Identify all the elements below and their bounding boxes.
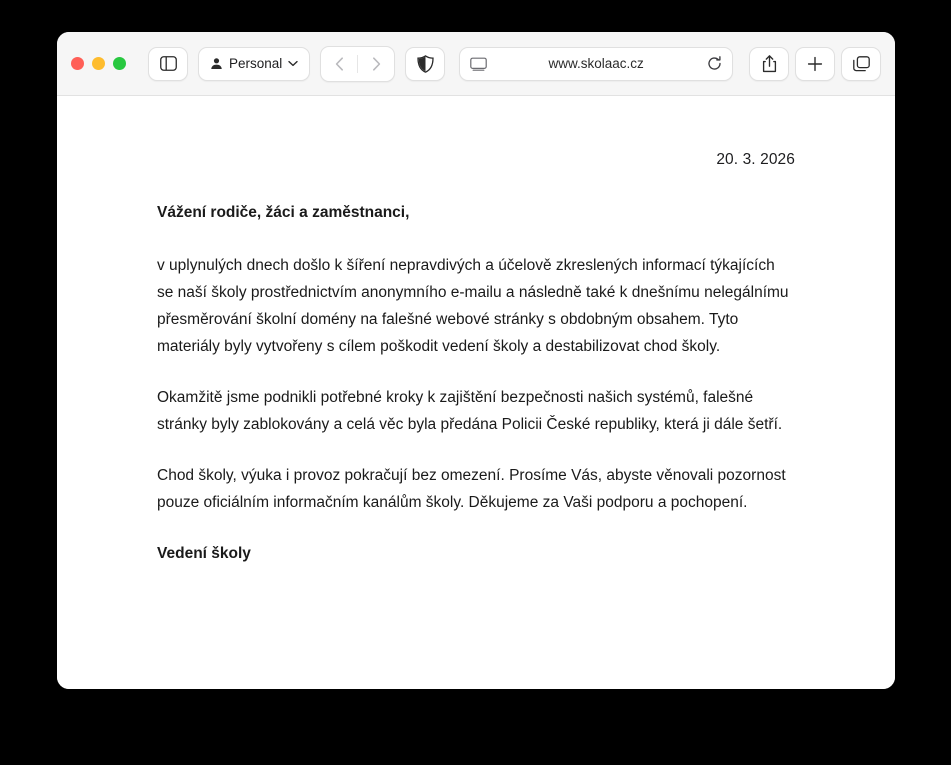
document-paragraph-2: Okamžitě jsme podnikli potřebné kroky k zajištění bezpečnosti našich systémů, falešné stránky byly zablokovány a celá věc byla předána Policii České republiky, která ji dále šetří. bbox=[157, 389, 783, 433]
url-text: www.skolaac.cz bbox=[548, 56, 644, 71]
chevron-down-icon bbox=[288, 60, 298, 67]
toolbar-right-tools bbox=[749, 47, 881, 81]
share-icon bbox=[762, 55, 777, 73]
document-date: 20. 3. 2026 bbox=[716, 151, 795, 168]
window-controls bbox=[71, 57, 126, 70]
forward-button[interactable] bbox=[358, 47, 394, 81]
document-body bbox=[157, 169, 795, 567]
minimize-window-button[interactable] bbox=[92, 57, 105, 70]
share-button[interactable] bbox=[749, 47, 789, 81]
chevron-left-icon bbox=[335, 57, 344, 71]
close-window-button[interactable] bbox=[71, 57, 84, 70]
address-bar[interactable] bbox=[459, 47, 733, 81]
webpage-content bbox=[57, 96, 895, 689]
chevron-right-icon bbox=[372, 57, 381, 71]
reload-button[interactable] bbox=[707, 56, 722, 71]
profile-button[interactable] bbox=[198, 47, 310, 81]
document-paragraph-1: v uplynulých dnech došlo k šíření nepravdivých a účelově zkreslených informací týkajících se naší školy prostřednictvím anonymního e-mailu a následně také k dnešnímu nelegálnímu přesměrování školní domény na falešné webové stránky s obdobným obsahem. Tyto materiály byly vytvořeny s cílem poškodit vedení školy a destabilizovat chod školy. bbox=[157, 257, 789, 355]
privacy-report-button[interactable] bbox=[405, 47, 445, 81]
navigation-buttons bbox=[320, 46, 395, 82]
tab-overview-icon bbox=[853, 56, 870, 72]
back-button[interactable] bbox=[321, 47, 357, 81]
document-salutation: Vážení rodiče, žáci a zaměstnanci, bbox=[157, 204, 410, 221]
browser-toolbar bbox=[57, 32, 895, 96]
new-tab-button[interactable] bbox=[795, 47, 835, 81]
tab-overview-button[interactable] bbox=[841, 47, 881, 81]
sidebar-toggle-button[interactable] bbox=[148, 47, 188, 81]
plus-icon bbox=[807, 56, 823, 72]
document-paragraph-3: Chod školy, výuka i provoz pokračují bez omezení. Prosíme Vás, abyste věnovali pozornost pouze oficiálním informačním kanálům školy. Děkujeme za Vaši podporu a pochopení. bbox=[157, 467, 786, 511]
browser-window bbox=[57, 32, 895, 689]
person-icon bbox=[210, 57, 223, 70]
document-signature: Vedení školy bbox=[157, 545, 251, 562]
maximize-window-button[interactable] bbox=[113, 57, 126, 70]
sidebar-icon bbox=[160, 56, 177, 71]
reader-view-icon[interactable] bbox=[470, 57, 487, 71]
profile-label: Personal bbox=[229, 56, 283, 71]
shield-contrast-icon bbox=[417, 55, 434, 73]
